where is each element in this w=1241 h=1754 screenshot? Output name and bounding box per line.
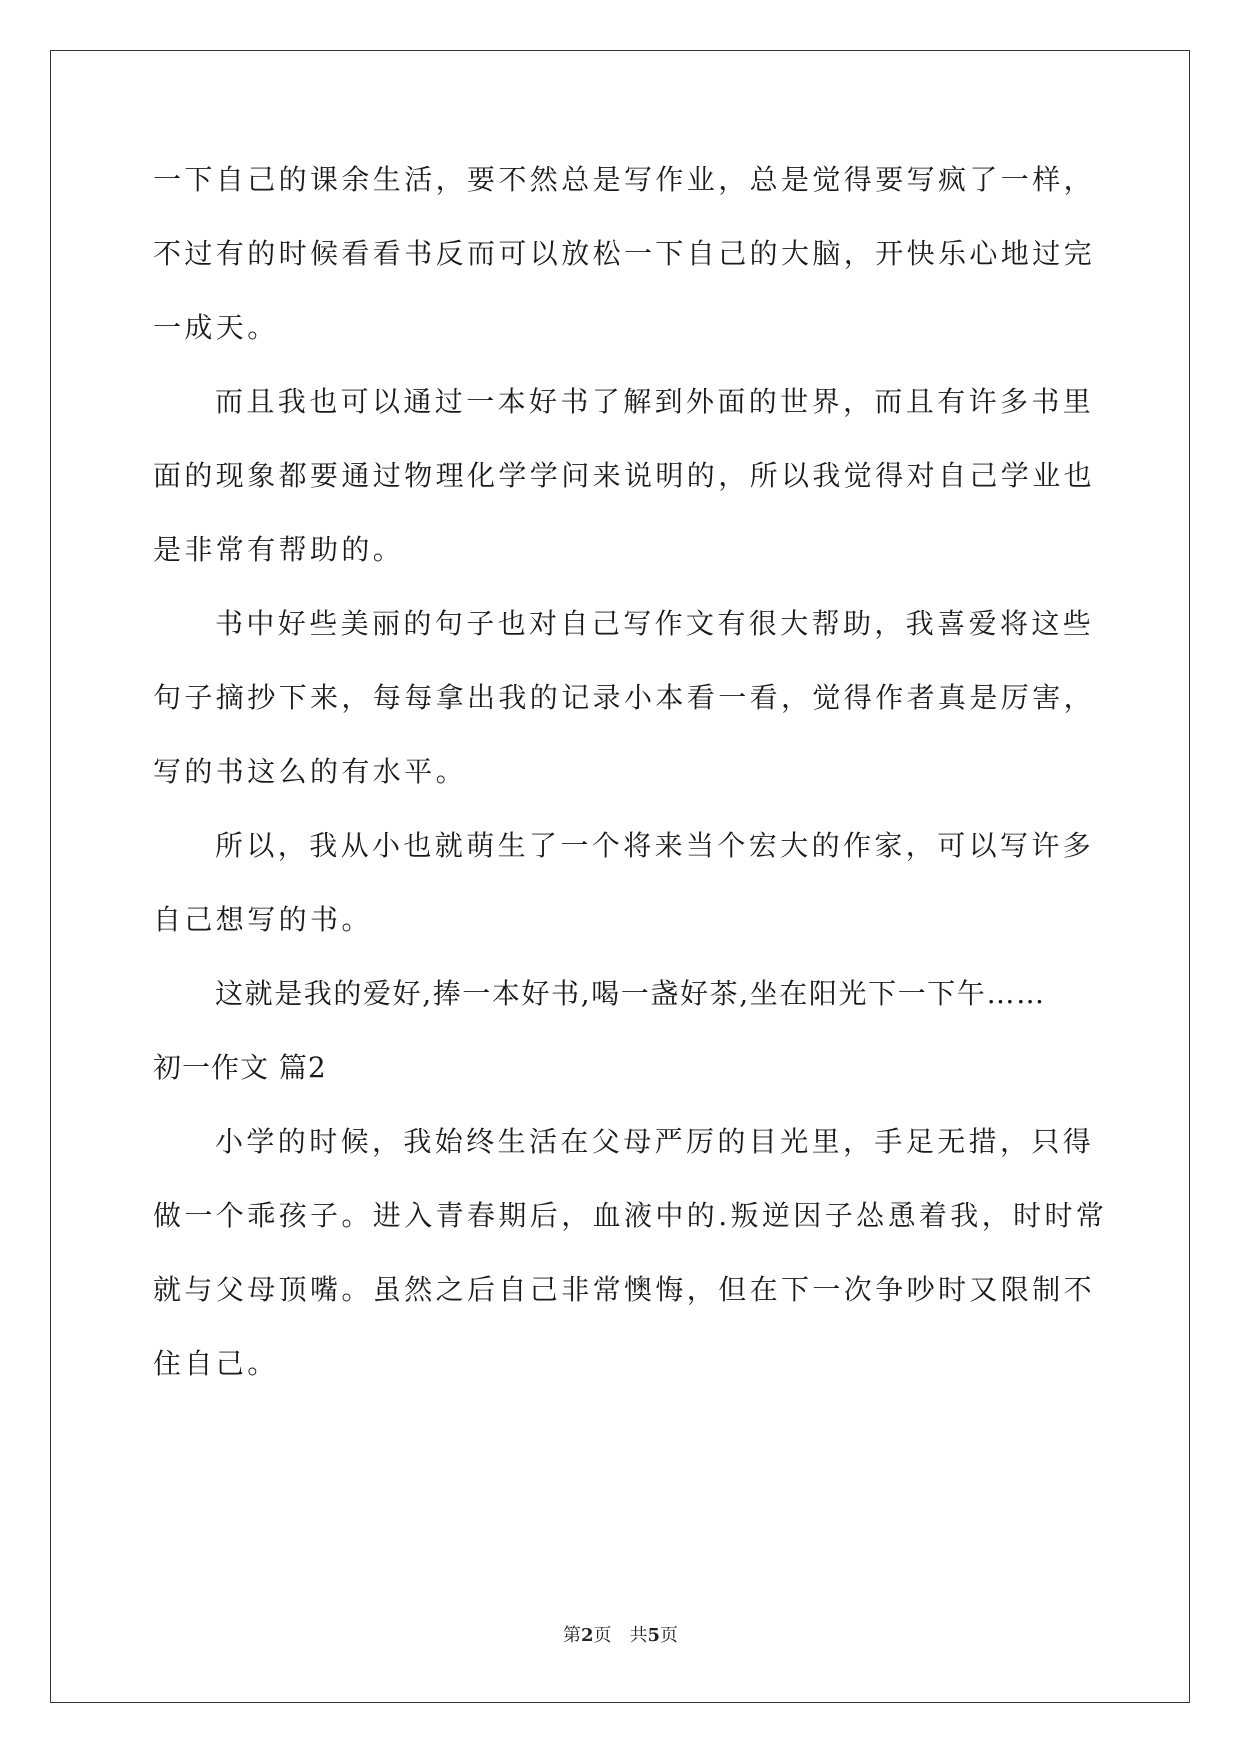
page-total: 5 <box>647 1625 661 1646</box>
text-line: 小学的时候，我始终生活在父母严厉的目光里，手足无措，只得 <box>215 1125 1095 1158</box>
page-footer <box>0 1624 1241 1648</box>
text-line: 写的书这么的有水平。 <box>153 755 468 788</box>
text-line: 就与父母顶嘴。虽然之后自己非常懊悔，但在下一次争吵时又限制不 <box>153 1273 1096 1306</box>
text-line: 一成天。 <box>153 311 279 344</box>
text-line: 住自己。 <box>153 1347 279 1380</box>
text-line: 不过有的时候看看书反而可以放松一下自己的大脑，开快乐心地过完 <box>153 237 1096 270</box>
page-border <box>50 50 1190 1703</box>
text-line: 句子摘抄下来，每每拿出我的记录小本看一看，觉得作者真是厉害， <box>153 681 1096 714</box>
text-line: 自己想写的书。 <box>153 903 373 936</box>
page-suffix: 页 <box>660 1625 679 1646</box>
text-line: 做一个乖孩子。进入青春期后，血液中的.叛逆因子怂恿着我，时时常 <box>153 1199 1108 1232</box>
section-heading: 初一作文 篇2 <box>153 1051 327 1084</box>
text-line: 所以，我从小也就萌生了一个将来当个宏大的作家，可以写许多 <box>215 829 1095 862</box>
text-line: 这就是我的爱好,捧一本好书,喝一盏好茶,坐在阳光下一下午…… <box>215 977 1046 1010</box>
page-current: 2 <box>580 1625 594 1646</box>
text-line: 而且我也可以通过一本好书了解到外面的世界，而且有许多书里 <box>215 385 1095 418</box>
text-line: 面的现象都要通过物理化学学问来说明的，所以我觉得对自己学业也 <box>153 459 1096 492</box>
text-line: 是非常有帮助的。 <box>153 533 405 566</box>
text-line: 书中好些美丽的句子也对自己写作文有很大帮助，我喜爱将这些 <box>215 607 1095 640</box>
page-mid: 页 共 <box>593 1625 648 1646</box>
text-line: 一下自己的课余生活，要不然总是写作业，总是觉得要写疯了一样， <box>153 163 1096 196</box>
page-prefix: 第 <box>562 1625 581 1646</box>
